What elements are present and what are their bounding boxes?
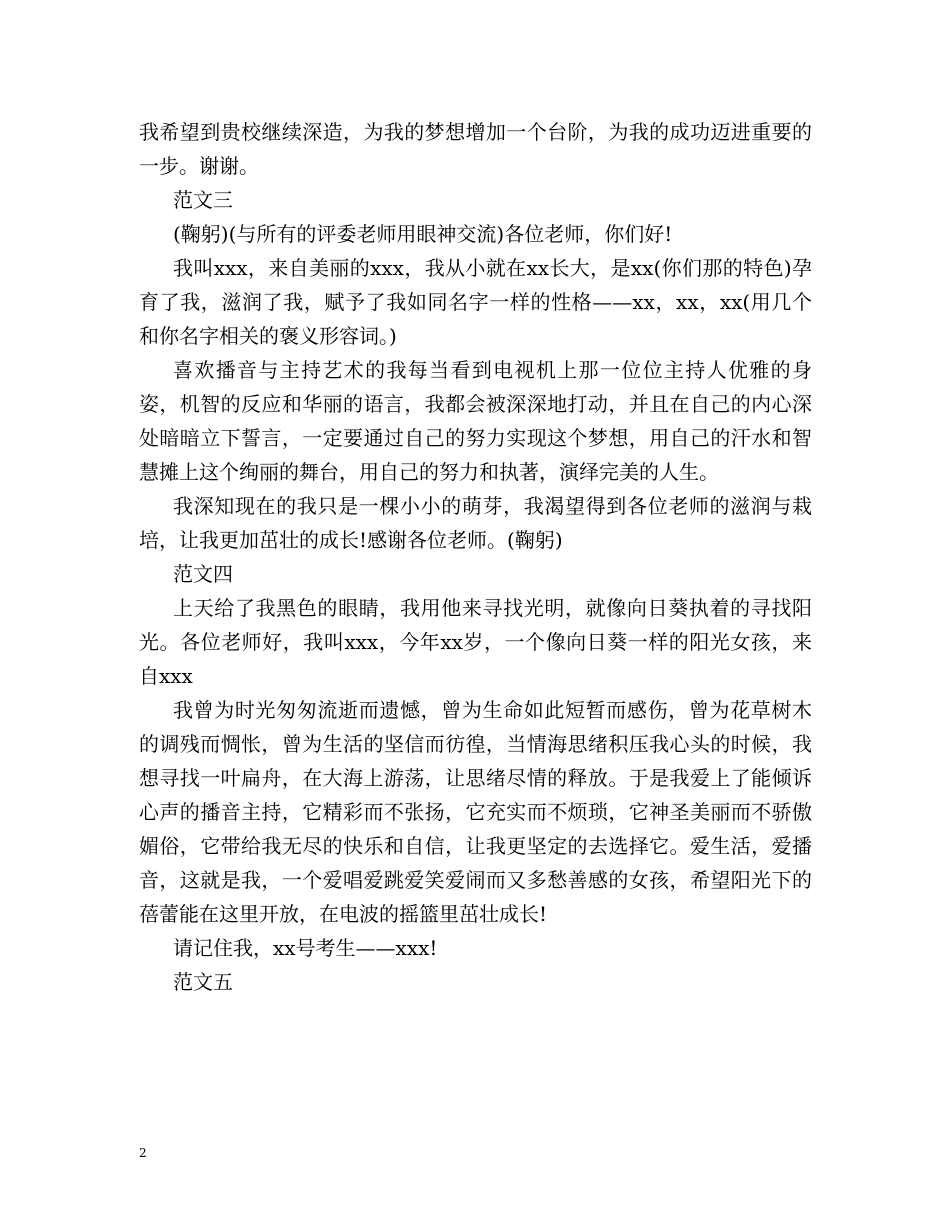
page-number: 2	[139, 1146, 147, 1160]
paragraph-remember-me: 请记住我，xx号考生——xxx!	[173, 936, 438, 960]
paragraph-aspiration: 喜欢播音与主持艺术的我每当看到电视机上那一位位主持人优雅的身姿，机智的反应和华丽的语言，我都会被深深地打动，并且在自己的内心深处暗暗立下誓言，一定要通过自己的努力实现这个梦想，用自己的汗水和智慧摊上这个绚丽的舞台，用自己的努力和执著，演绎完美的人生。	[139, 358, 812, 484]
paragraph-closing: 我深知现在的我只是一棵小小的萌芽，我渴望得到各位老师的滋润与栽培，让我更加茁壮的成长!感谢各位老师。(鞠躬)	[139, 494, 812, 552]
paragraph-introduction: 我叫xxx，来自美丽的xxx，我从小就在xx长大，是xx(你们那的特色)孕育了我，滋润了我，赋予了我如同名字一样的性格——xx，xx，xx(用几个和你名字相关的褒义形容词。)	[139, 256, 812, 348]
section-heading-sample-5: 范文五	[173, 970, 233, 994]
section-heading-sample-3: 范文三	[173, 188, 233, 212]
paragraph-reflection: 我曾为时光匆匆流逝而遗憾，曾为生命如此短暂而感伤，曾为花草树木的调残而惆怅，曾为生活的坚信而彷徨，当情海思绪积压我心头的时候，我想寻找一叶扁舟，在大海上游荡，让思绪尽情的释放。于是我爱上了能倾诉心声的播音主持，它精彩而不张扬，它充实而不烦琐，它神圣美丽而不骄傲媚俗，它带给我无尽的快乐和自信，让我更坚定的去选择它。爱生活，爱播音，这就是我，一个爱唱爱跳爱笑爱闹而又多愁善感的女孩，希望阳光下的蓓蕾能在这里开放，在电波的摇篮里茁壮成长!	[139, 698, 812, 926]
document-body	[139, 115, 812, 999]
paragraph-sunflower: 上天给了我黑色的眼睛，我用他来寻找光明，就像向日葵执着的寻找阳光。各位老师好，我叫xxx，今年xx岁，一个像向日葵一样的阳光女孩，来自xxx	[139, 596, 812, 688]
section-heading-sample-4: 范文四	[173, 562, 233, 586]
paragraph-greeting: (鞠躬)(与所有的评委老师用眼神交流)各位老师，你们好!	[173, 222, 673, 246]
paragraph-continuation: 我希望到贵校继续深造，为我的梦想增加一个台阶，为我的成功迈进重要的一步。谢谢。	[139, 120, 812, 178]
